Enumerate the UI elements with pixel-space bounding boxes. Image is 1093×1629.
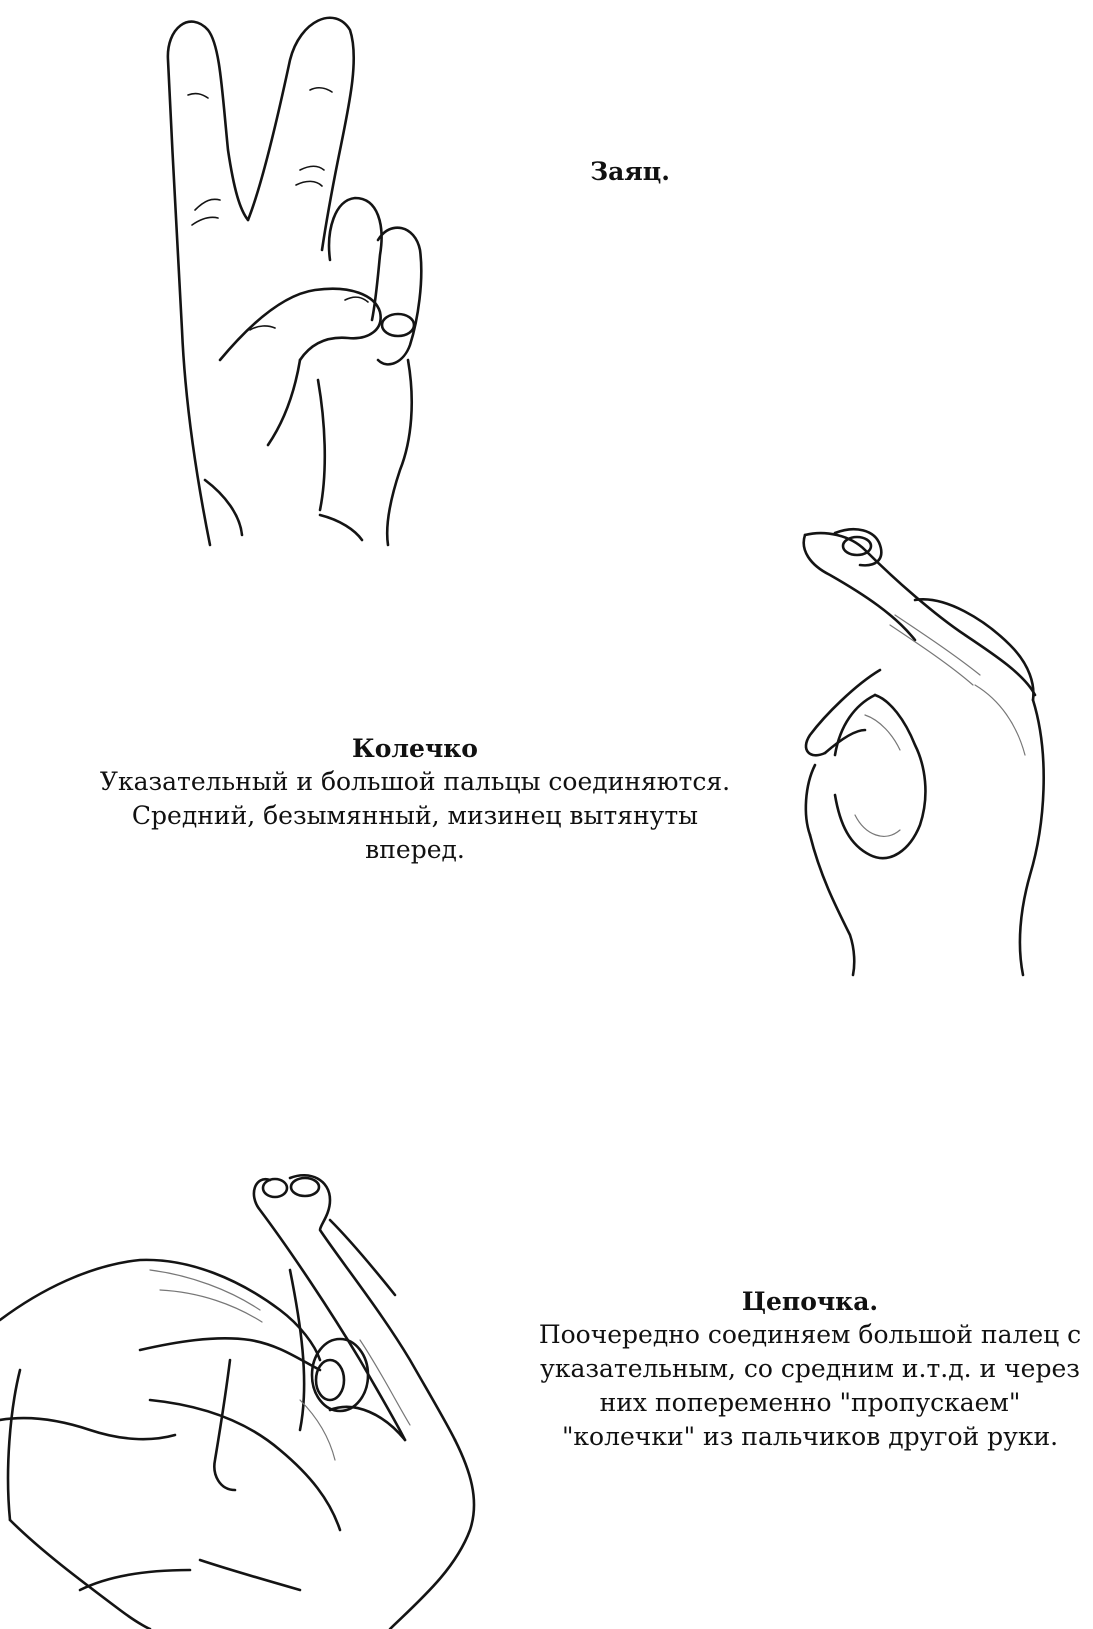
ring-hand-illustration [795, 525, 1085, 980]
hare-hand-illustration [150, 0, 470, 570]
chain-caption [520, 1286, 1093, 1454]
chain-title: Цепочка. [741, 1287, 879, 1316]
ring-caption [90, 733, 740, 867]
chain-line-1: Поочередно соединяем большой палец с [538, 1320, 1082, 1349]
ring-line-2: Средний, безымянный, мизинец вытянуты [131, 801, 699, 830]
ring-hand-drawing [795, 525, 1085, 980]
chain-line-2: указательным, со средним и.т.д. и через [540, 1354, 1080, 1383]
ring-line-3: вперед. [365, 835, 465, 864]
chain-hands-drawing [0, 1170, 510, 1629]
hare-title: Заяц. [590, 157, 670, 186]
ring-line-1: Указательный и большой пальцы соединяются. [99, 767, 731, 796]
ring-title: Колечко [352, 734, 478, 763]
chain-line-3: них попеременно "пропускаем" [599, 1388, 1021, 1417]
hare-caption [560, 156, 700, 188]
hare-hand-drawing [150, 0, 470, 570]
chain-line-4: "колечки" из пальчиков другой руки. [561, 1422, 1059, 1451]
chain-hands-illustration [0, 1170, 510, 1629]
